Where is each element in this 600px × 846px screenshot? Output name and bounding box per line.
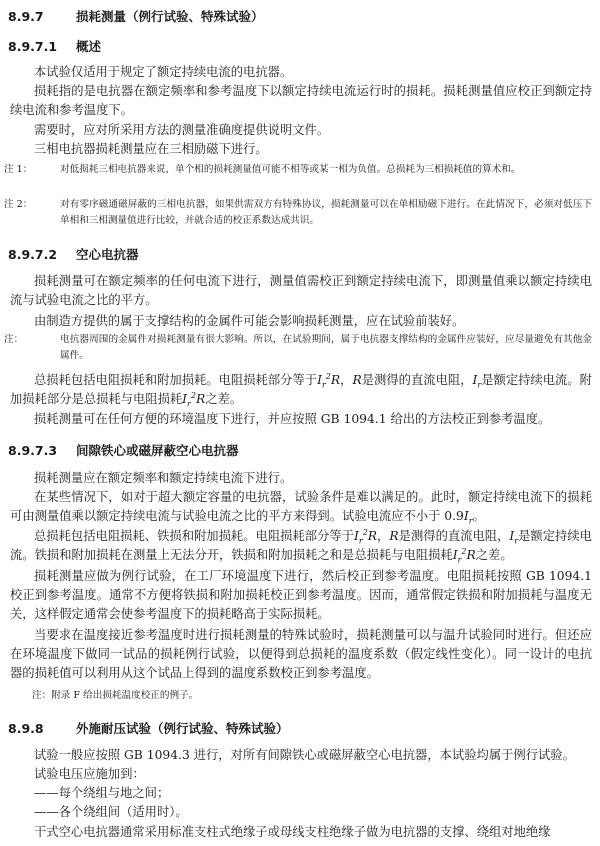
- section-number: 8.9.7: [8, 9, 44, 24]
- paragraph: 由制造方提供的属于支撑结构的金属件可能会影响损耗测量，应在试验前装好。: [34, 314, 465, 328]
- note: [32, 688, 592, 704]
- paragraph: 损耗测量可在任何方便的环境温度下进行，并应按照 GB 1094.1 给出的方法校正到参考温度。: [34, 412, 551, 426]
- note-label: 注 1：: [4, 164, 33, 175]
- note-label: 注：: [4, 334, 24, 345]
- symbol-r: R: [389, 529, 399, 543]
- section-heading-8-9-8: [8, 719, 289, 737]
- section-heading-8-9-7-1: [8, 37, 101, 55]
- paragraph: 试验一般应按照 GB 1094.3 进行，对所有间隙铁心或磁屏蔽空心电抗器，本试验均属于例行试验。: [34, 748, 575, 762]
- section-title: 概述: [76, 39, 102, 54]
- section-heading-8-9-7-2: [8, 245, 139, 263]
- section-number: 8.9.7.3: [8, 443, 58, 458]
- section-heading-8-9-7: [8, 7, 264, 25]
- section-title: 外施耐压试验（例行试验、特殊试验）: [76, 721, 289, 736]
- paragraph: 本试验仅适用于规定了额定持续电流的电抗器。: [34, 65, 293, 79]
- paragraph: 损耗测量应做为例行试验，在工厂环境温度下进行，然后校正到参考温度。电阻损耗按照 GB 1094.1 校正到参考温度。通常不方便将铁损和附加损耗校正到参考温度。因而，通常假定铁损和附加损耗与温度无关，这样假定通常会使参考温度下的损耗略高于实际损耗。: [10, 569, 592, 621]
- note-label: 注 2：: [4, 199, 33, 210]
- paragraph: 损耗测量可在额定频率的任何电流下进行，测量值需校正到额定持续电流下，即测量值乘以额定持续电流与试验电流之比的平方。: [10, 274, 592, 307]
- formula-i: $I_r^2R$: [317, 371, 341, 390]
- section-number: 8.9.7.1: [8, 39, 58, 54]
- formula-i: $I_r^2R$: [354, 527, 378, 546]
- note-label: 注：: [32, 690, 52, 701]
- paragraph: 当要求在温度接近参考温度时进行损耗测量的特殊试验时，损耗测量可以与温升试验同时进行。但还应在环境温度下做同一试品的损耗例行试验，以便得到总损耗的温度系数（假定线性变化）。同一设计的电抗器的损耗值可以利用从这个试品上得到的温度系数校正到参考温度。: [10, 628, 592, 680]
- note: [4, 197, 592, 229]
- paragraph: 损耗指的是电抗器在额定频率和参考温度下以额定持续电流运行时的损耗。损耗测量值应校正到额定持续电流和参考温度下。: [10, 84, 592, 117]
- symbol-ir: $I_r$: [463, 509, 473, 526]
- formula-i: $I_r^2R$: [182, 390, 206, 409]
- paragraph: 在某些情况下，如对于超大额定容量的电抗器，试验条件是难以满足的。此时，额定持续电流下的损耗可由测量值乘以额定持续电流与试验电流之比的平方来得到。试验电流应不小于 $0.9I_r$。: [10, 490, 592, 526]
- paragraph: 总损耗包括电阻损耗和附加损耗。电阻损耗部分等于$I_r^2R$，R是测得的直流电阻，$I_r$是额定持续电流。附加损耗部分是总损耗与电阻损耗$I_r^2R$之差。: [10, 371, 592, 409]
- section-title: 损耗测量（例行试验、特殊试验）: [76, 9, 264, 24]
- section-title: 空心电抗器: [76, 247, 139, 262]
- list-item: ——每个绕组与地之间；: [34, 786, 170, 800]
- note-text: 附录 F 给出损耗温度校正的例子。: [51, 690, 199, 701]
- note: [4, 162, 592, 178]
- paragraph: 损耗测量应在额定频率和额定持续电流下进行。: [34, 471, 293, 485]
- section-number: 8.9.8: [8, 721, 44, 736]
- paragraph: 总损耗包括电阻损耗、铁损和附加损耗。电阻损耗部分等于$I_r^2R$，R是测得的直流电阻，$I_r$是额定持续电流。铁损和附加损耗在测量上无法分开，铁损和附加损耗之和是总损耗与电阻损耗$I_r^2R$之差。: [10, 527, 592, 565]
- note-text: 电抗器周围的金属件对损耗测量有很大影响。所以，在试验期间，属于电抗器支撑结构的金属件应装好，应尽量避免有其他金属件。: [60, 334, 592, 361]
- symbol-r: R: [352, 373, 362, 387]
- symbol-ir: $I_r$: [472, 373, 482, 390]
- list-item: ——各个绕组间（适用时）。: [34, 805, 188, 819]
- paragraph: 试验电压应施加到：: [34, 767, 145, 781]
- section-heading-8-9-7-3: [8, 441, 239, 459]
- formula-i: $I_r^2R$: [452, 546, 476, 565]
- note-text: 对低损耗三相电抗器来说，单个相的损耗测量值可能不相等或某一相为负值。总损耗为三相损耗值的算术和。: [60, 164, 521, 175]
- section-number: 8.9.7.2: [8, 247, 58, 262]
- section-title: 间隙铁心或磁屏蔽空心电抗器: [76, 443, 239, 458]
- paragraph: 需要时，应对所采用方法的测量准确度提供说明文件。: [34, 123, 330, 137]
- note-text: 对有零序磁通磁屏蔽的三相电抗器，如果供需双方有特殊协议，损耗测量可以在单相励磁下进行。在此情况下，必须对低压下单相和三相测量值进行比较，并就合适的校正系数达成共识。: [60, 199, 592, 226]
- symbol-ir: $I_r$: [509, 529, 519, 546]
- paragraph: 干式空心电抗器通常采用标准支柱式绝缘子或母线支柱绝缘子做为电抗器的支撑、绕组对地绝缘: [34, 825, 551, 839]
- paragraph: 三相电抗器损耗测量应在三相励磁下进行。: [34, 142, 268, 156]
- note: [4, 332, 592, 364]
